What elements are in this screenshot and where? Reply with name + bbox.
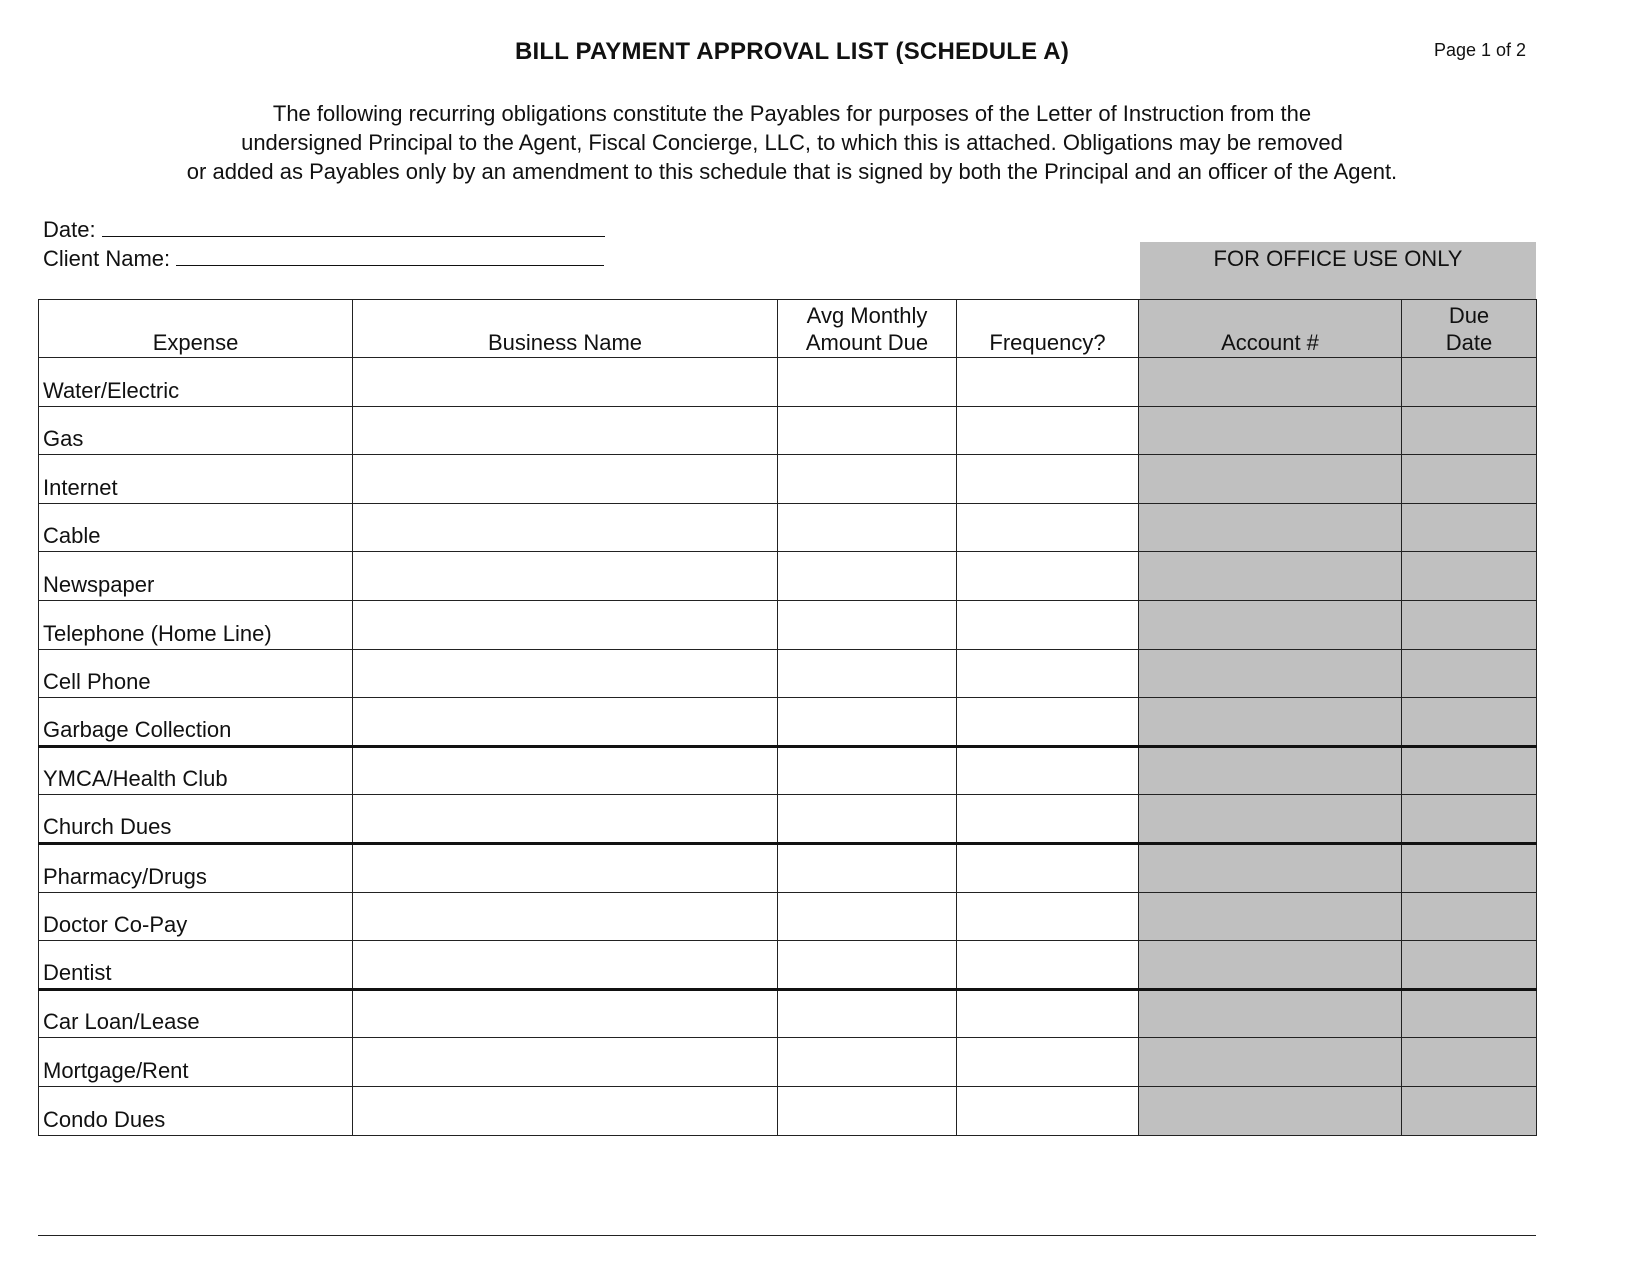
bill-schedule-table (38, 299, 1537, 1136)
table-row (39, 795, 1537, 844)
due-date-cell (1402, 1086, 1537, 1135)
due-date-cell (1402, 941, 1537, 990)
header-due-date-line1: Due (1448, 303, 1490, 328)
due-date-cell (1402, 698, 1537, 747)
client-name-label: Client Name: (43, 246, 171, 271)
expense-cell: Cable (39, 503, 353, 552)
page-number: Page 1 of 2 (1433, 40, 1527, 60)
intro-line: The following recurring obligations constitute the Payables for purposes of the Letter of Instruction from the (272, 101, 1312, 126)
frequency-cell[interactable] (957, 843, 1139, 892)
account-cell (1139, 358, 1402, 407)
intro-line: undersigned Principal to the Agent, Fiscal Concierge, LLC, to which this is attached. Obligations may be removed (241, 130, 1343, 155)
avg-amount-cell[interactable] (778, 989, 957, 1038)
account-cell (1139, 649, 1402, 698)
expense-cell: Gas (39, 406, 353, 455)
expense-cell: Condo Dues (39, 1086, 353, 1135)
signature-line[interactable] (38, 1235, 1536, 1236)
expense-cell: Doctor Co-Pay (39, 892, 353, 941)
avg-amount-cell[interactable] (778, 1086, 957, 1135)
header-frequency: Frequency? (957, 300, 1139, 358)
avg-amount-cell[interactable] (778, 600, 957, 649)
business-name-cell[interactable] (353, 795, 778, 844)
avg-amount-cell[interactable] (778, 843, 957, 892)
header-avg-monthly-line2: Amount Due (805, 330, 929, 355)
office-use-label: FOR OFFICE USE ONLY (1213, 246, 1463, 271)
business-name-cell[interactable] (353, 892, 778, 941)
avg-amount-cell[interactable] (778, 552, 957, 601)
account-cell (1139, 455, 1402, 504)
header-avg-monthly (778, 300, 957, 358)
expense-cell: YMCA/Health Club (39, 746, 353, 795)
date-label: Date: (43, 217, 96, 242)
expense-cell: Cell Phone (39, 649, 353, 698)
avg-amount-cell[interactable] (778, 892, 957, 941)
expense-cell: Telephone (Home Line) (39, 600, 353, 649)
account-cell (1139, 843, 1402, 892)
header-business-name: Business Name (353, 300, 778, 358)
account-cell (1139, 892, 1402, 941)
due-date-cell (1402, 795, 1537, 844)
business-name-cell[interactable] (353, 843, 778, 892)
business-name-cell[interactable] (353, 552, 778, 601)
frequency-cell[interactable] (957, 1038, 1139, 1087)
expense-cell: Water/Electric (39, 358, 353, 407)
business-name-cell[interactable] (353, 503, 778, 552)
date-blank[interactable] (102, 214, 605, 237)
expense-cell: Pharmacy/Drugs (39, 843, 353, 892)
table-row (39, 552, 1537, 601)
intro-line: or added as Payables only by an amendment to this schedule that is signed by both the Principal and an officer of the Agent. (186, 159, 1398, 184)
avg-amount-cell[interactable] (778, 455, 957, 504)
account-cell (1139, 795, 1402, 844)
frequency-cell[interactable] (957, 1086, 1139, 1135)
frequency-cell[interactable] (957, 892, 1139, 941)
due-date-cell (1402, 649, 1537, 698)
business-name-cell[interactable] (353, 1086, 778, 1135)
header-due-date (1402, 300, 1537, 358)
table-row (39, 503, 1537, 552)
due-date-cell (1402, 989, 1537, 1038)
frequency-cell[interactable] (957, 406, 1139, 455)
client-name-field (43, 243, 604, 272)
frequency-cell[interactable] (957, 989, 1139, 1038)
frequency-cell[interactable] (957, 746, 1139, 795)
table-row (39, 746, 1537, 795)
table-row (39, 698, 1537, 747)
account-cell (1139, 600, 1402, 649)
expense-cell: Dentist (39, 941, 353, 990)
table-row (39, 406, 1537, 455)
table-row (39, 1086, 1537, 1135)
expense-cell: Internet (39, 455, 353, 504)
due-date-cell (1402, 552, 1537, 601)
frequency-cell[interactable] (957, 455, 1139, 504)
table-row (39, 1038, 1537, 1087)
table-row (39, 941, 1537, 990)
expense-cell: Garbage Collection (39, 698, 353, 747)
due-date-cell (1402, 503, 1537, 552)
frequency-cell[interactable] (957, 503, 1139, 552)
frequency-cell[interactable] (957, 552, 1139, 601)
table-row (39, 649, 1537, 698)
frequency-cell[interactable] (957, 600, 1139, 649)
client-name-blank[interactable] (176, 243, 604, 266)
table-row (39, 892, 1537, 941)
avg-amount-cell[interactable] (778, 795, 957, 844)
avg-amount-cell[interactable] (778, 941, 957, 990)
avg-amount-cell[interactable] (778, 358, 957, 407)
table-row (39, 600, 1537, 649)
business-name-cell[interactable] (353, 406, 778, 455)
date-field (43, 214, 605, 243)
business-name-cell[interactable] (353, 600, 778, 649)
header-avg-monthly-line1: Avg Monthly (806, 303, 928, 328)
expense-cell: Mortgage/Rent (39, 1038, 353, 1087)
business-name-cell[interactable] (353, 698, 778, 747)
due-date-cell (1402, 843, 1537, 892)
avg-amount-cell[interactable] (778, 698, 957, 747)
expense-cell: Church Dues (39, 795, 353, 844)
account-cell (1139, 406, 1402, 455)
due-date-cell (1402, 892, 1537, 941)
page-title: BILL PAYMENT APPROVAL LIST (SCHEDULE A) (514, 38, 1070, 65)
due-date-cell (1402, 455, 1537, 504)
business-name-cell[interactable] (353, 358, 778, 407)
due-date-cell (1402, 406, 1537, 455)
account-cell (1139, 746, 1402, 795)
account-cell (1139, 989, 1402, 1038)
business-name-cell[interactable] (353, 455, 778, 504)
frequency-cell[interactable] (957, 795, 1139, 844)
table-row (39, 989, 1537, 1038)
table-row (39, 358, 1537, 407)
avg-amount-cell[interactable] (778, 503, 957, 552)
business-name-cell[interactable] (353, 989, 778, 1038)
header-expense: Expense (39, 300, 353, 358)
business-name-cell[interactable] (353, 649, 778, 698)
table-header-row (39, 300, 1537, 358)
business-name-cell[interactable] (353, 1038, 778, 1087)
expense-cell: Car Loan/Lease (39, 989, 353, 1038)
table-row (39, 455, 1537, 504)
frequency-cell[interactable] (957, 649, 1139, 698)
office-use-banner (1140, 242, 1536, 299)
frequency-cell[interactable] (957, 698, 1139, 747)
table-row (39, 843, 1537, 892)
due-date-cell (1402, 358, 1537, 407)
business-name-cell[interactable] (353, 746, 778, 795)
account-cell (1139, 698, 1402, 747)
frequency-cell[interactable] (957, 941, 1139, 990)
due-date-cell (1402, 746, 1537, 795)
due-date-cell (1402, 1038, 1537, 1087)
intro-paragraph (100, 99, 1484, 186)
account-cell (1139, 1038, 1402, 1087)
frequency-cell[interactable] (957, 358, 1139, 407)
due-date-cell (1402, 600, 1537, 649)
account-cell (1139, 1086, 1402, 1135)
avg-amount-cell[interactable] (778, 1038, 957, 1087)
header-account: Account # (1139, 300, 1402, 358)
account-cell (1139, 941, 1402, 990)
avg-amount-cell[interactable] (778, 746, 957, 795)
header-due-date-line2: Date (1445, 330, 1493, 355)
expense-cell: Newspaper (39, 552, 353, 601)
account-cell (1139, 552, 1402, 601)
business-name-cell[interactable] (353, 941, 778, 990)
account-cell (1139, 503, 1402, 552)
avg-amount-cell[interactable] (778, 406, 957, 455)
avg-amount-cell[interactable] (778, 649, 957, 698)
